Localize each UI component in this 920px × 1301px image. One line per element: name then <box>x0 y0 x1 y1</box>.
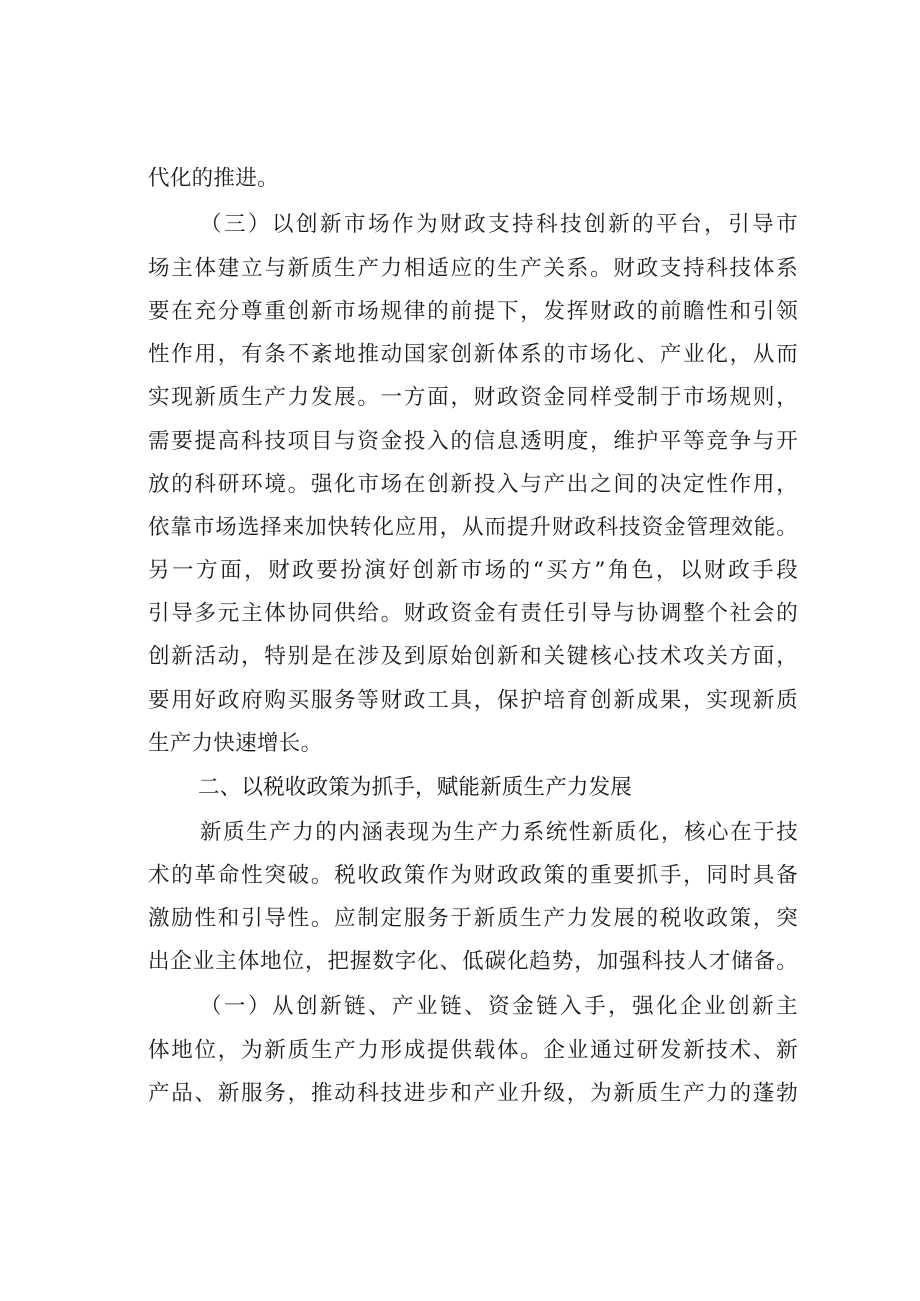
subsection-heading-line: （三）以创新市场作为财政支持科技创新的平台，引导市 <box>200 212 798 237</box>
text-line: 创新活动，特别是在涉及到原始创新和关键核心技术攻关方面， <box>148 644 798 669</box>
section-heading: 二、以税收政策为抓手，赋能新质生产力发展 <box>198 775 633 800</box>
text-line: 体地位，为新质生产力形成提供载体。企业通过研发新技术、新 <box>148 1038 798 1063</box>
text-line: 要在充分尊重创新市场规律的前提下，发挥财政的前瞻性和引领 <box>148 299 798 324</box>
text-line: 激励性和引导性。应制定服务于新质生产力发展的税收政策，突 <box>148 906 798 931</box>
text-line: 需要提高科技项目与资金投入的信息透明度，维护平等竞争与开 <box>148 429 798 454</box>
text-line: 生产力快速增长。 <box>148 731 323 756</box>
text-line: 代化的推进。 <box>148 166 279 191</box>
text-line: 引导多元主体协同供给。财政资金有责任引导与协调整个社会的 <box>148 601 798 626</box>
text-line: 实现新质生产力发展。一方面，财政资金同样受制于市场规则， <box>148 385 798 410</box>
text-line: 性作用，有条不紊地推动国家创新体系的市场化、产业化，从而 <box>148 342 798 367</box>
text-line: 出企业主体地位，把握数字化、低碳化趋势，加强科技人才储备。 <box>148 949 798 974</box>
text-line: 产品、新服务，推动科技进步和产业升级，为新质生产力的蓬勃 <box>148 1081 798 1106</box>
text-line: 要用好政府购买服务等财政工具，保护培育创新成果，实现新质 <box>148 688 798 713</box>
text-line: 依靠市场选择来加快转化应用，从而提升财政科技资金管理效能。 <box>148 515 798 540</box>
text-line: 另一方面，财政要扮演好创新市场的“买方”角色，以财政手段 <box>148 558 798 583</box>
text-line: 术的革命性突破。税收政策作为财政政策的重要抓手，同时具备 <box>148 863 798 888</box>
subsection-heading-line: （一）从创新链、产业链、资金链入手，强化企业创新主 <box>200 994 798 1019</box>
text-line: 新质生产力的内涵表现为生产力系统性新质化，核心在于技 <box>200 820 798 845</box>
text-line: 放的科研环境。强化市场在创新投入与产出之间的决定性作用， <box>148 472 798 497</box>
text-line: 场主体建立与新质生产力相适应的生产关系。财政支持科技体系 <box>148 256 798 281</box>
